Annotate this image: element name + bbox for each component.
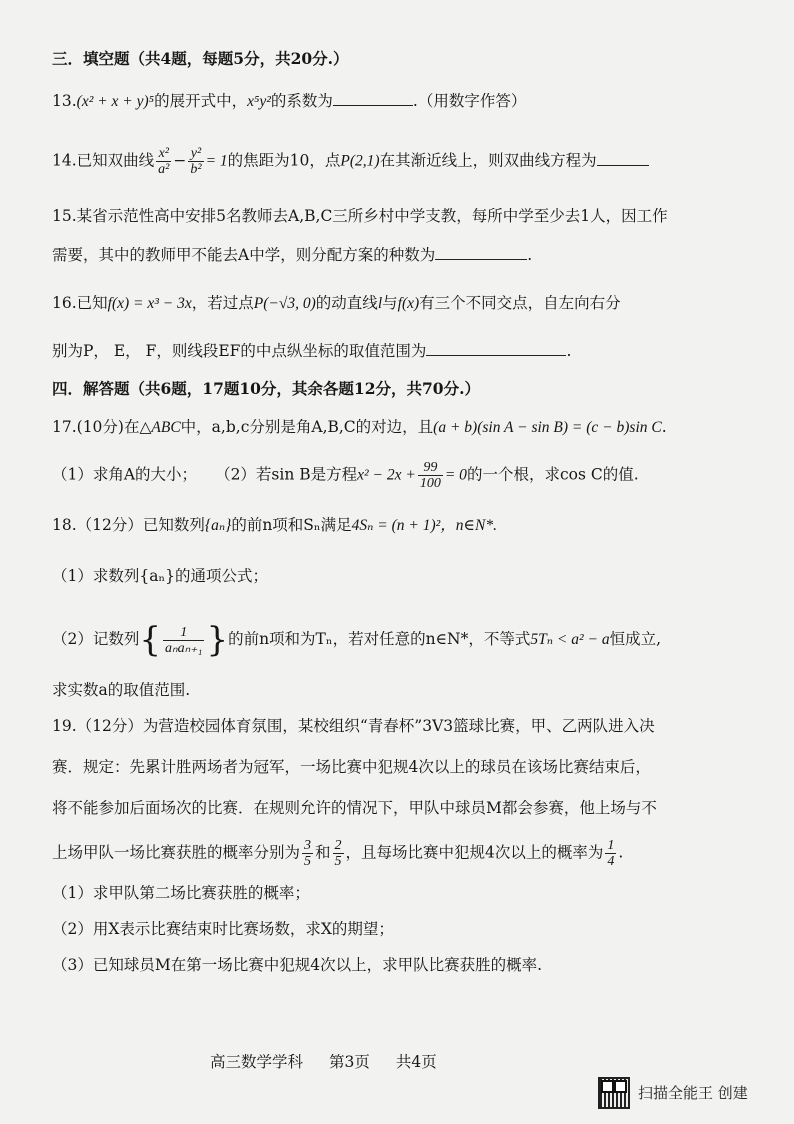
q19-frac-1 (302, 838, 313, 869)
q17-fraction (418, 460, 443, 491)
q19-frac-2 (333, 838, 344, 869)
q14-frac-y-den: b² (190, 162, 202, 177)
q14-equals: = 1 (205, 152, 228, 170)
page-footer (210, 1050, 463, 1072)
question-19-part3: （3）已知球员M在第一场比赛中犯规4次以上，求甲队比赛获胜的概率. (52, 956, 543, 974)
q16-end: . (566, 342, 572, 360)
footer-subject: 高三数学学科 (210, 1053, 304, 1071)
q19-frac-3 (605, 838, 616, 869)
q14-frac-x (156, 146, 171, 177)
q19-frac3-den: 4 (607, 854, 615, 869)
q13-text3: .（用数字作答） (412, 92, 527, 110)
q18-fraction (163, 625, 204, 656)
q13-answer-blank[interactable] (333, 91, 413, 106)
question-17-parts (52, 460, 764, 491)
q17-part2-eq2: = 0 (444, 466, 467, 484)
question-19-part2: （2）用X表示比赛结束时比赛场数，求X的期望； (52, 920, 394, 938)
question-13 (52, 90, 764, 113)
q14-frac-y-num: y² (188, 146, 203, 162)
qr-code-icon (598, 1077, 630, 1109)
q16-point: P(−√3, 0) (253, 295, 316, 312)
q17-triangle: △ABC (139, 419, 181, 436)
q19-frac2-num: 2 (334, 838, 342, 853)
question-18-part1: （1）求数列{aₙ}的通项公式； (52, 567, 269, 585)
q17-part1: （1）求角A的大小； (52, 465, 198, 484)
q13-number: 13. (52, 92, 77, 110)
q18-frac-den: aₙaₙ₊₁ (165, 640, 203, 656)
scanner-watermark: 扫描全能王 创建 (638, 1084, 748, 1102)
q19-end: . (618, 843, 624, 862)
q19-frac2-den: 5 (334, 854, 342, 869)
q18-equation: 4Sₙ = (n + 1)²，n∈N*. (351, 517, 497, 534)
q17-frac-num: 99 (418, 460, 443, 476)
q13-text1: 的展开式中， (154, 92, 248, 110)
question-15-line1: 15.某省示范性高中安排5名教师去A,B,C三所乡村中学支教，每所中学至少去1人，因工作 (52, 207, 668, 225)
q14-point: P(2,1) (340, 152, 380, 170)
question-18-line1 (52, 514, 764, 537)
q19-frac1-num: 3 (304, 838, 312, 853)
q14-number: 14. (52, 151, 77, 170)
q16-number: 16. (52, 294, 77, 312)
q16-answer-blank[interactable] (426, 341, 566, 356)
q19-text1: 上场甲队一场比赛获胜的概率分别为 (52, 843, 301, 862)
q15-end: . (527, 246, 533, 264)
q17-end: . (661, 418, 667, 436)
q14-text3: 在其渐近线上，则双曲线方程为 (379, 151, 597, 170)
q17-part2-text2: 的一个根，求cos C的值. (466, 465, 639, 484)
q17-text1: 17.(10分)在 (52, 418, 140, 436)
q16-function: f(x) = x³ − 3x (107, 295, 192, 312)
q14-text2: 的焦距为10，点 (227, 151, 341, 170)
q14-answer-blank[interactable] (597, 151, 649, 166)
q18-text1: 18.（12分）已知数列 (52, 516, 205, 534)
q18-inequality: 5Tₙ < a² − a (530, 631, 610, 648)
q18-part2-text2: 的前n项和为Tₙ，若对任意的n∈N*，不等式 (228, 630, 531, 648)
section-3-heading: 三．填空题（共4题，每题5分，共20分.） (52, 49, 349, 68)
q14-text1: 已知双曲线 (76, 151, 155, 170)
question-18-part2-cont: 求实数a的取值范围. (52, 681, 191, 699)
question-19-part1: （1）求甲队第二场比赛获胜的概率； (52, 884, 310, 902)
q13-text2: 的系数为 (270, 92, 333, 110)
q16-line2-text: 别为P， E， F，则线段EF的中点纵坐标的取值范围为 (52, 342, 427, 360)
q19-and: 和 (315, 843, 331, 862)
q15-answer-blank[interactable] (435, 245, 527, 260)
q16-text1: 已知 (76, 294, 108, 312)
question-19-line2: 赛．规定：先累计胜两场者为冠军，一场比赛中犯规4次以上的球员在该场比赛结束后， (52, 758, 651, 776)
q16-line-l: l (377, 295, 383, 312)
q17-frac-den: 100 (419, 476, 441, 491)
q14-frac-x-num: x² (156, 146, 171, 162)
question-19-line4 (52, 838, 764, 869)
question-15-line2 (52, 244, 764, 266)
q18-frac-num: 1 (163, 625, 204, 641)
q18-text2: 的前n项和Sₙ满足 (231, 516, 352, 534)
section-4-heading: 四．解答题（共6题，17题10分，其余各题12分，共70分.） (52, 379, 480, 398)
q16-text5: 有三个不同交点，自左向右分 (419, 294, 621, 312)
q14-frac-x-den: a² (158, 162, 170, 177)
q13-term: x⁵y² (247, 93, 271, 110)
footer-total-pages: 共4页 (395, 1053, 437, 1071)
question-17-line1 (52, 416, 764, 439)
question-16-line1 (52, 292, 764, 315)
q19-text2: ，且每场比赛中犯规4次以上的概率为 (345, 843, 604, 862)
q16-fx: f(x) (397, 295, 420, 312)
q17-part2-eq: x² − 2x + (357, 466, 416, 484)
question-19-line3: 将不能参加后面场次的比赛．在规则允许的情况下，甲队中球员M都会参赛，他上场与不 (52, 799, 657, 817)
q14-frac-y (188, 146, 203, 177)
q13-expression: (x² + x + y)⁵ (76, 93, 155, 110)
footer-page-number: 第3页 (329, 1053, 370, 1071)
question-16-line2 (52, 340, 764, 362)
q19-frac3-num: 1 (607, 838, 615, 853)
q18-sequence: {aₙ} (204, 517, 232, 534)
q17-part2-text1: （2）若sin B是方程 (215, 465, 358, 484)
q16-text4: 与 (382, 294, 398, 312)
q18-part2-text3: 恒成立, (609, 630, 662, 648)
q16-text3: 的动直线 (315, 294, 378, 312)
question-14: 14.已知双曲线 $\frac{\text{x²}}{\text{a²}}$ − $\frac{\text{y²}}{\text{b²}}$ = 1的焦距为10，点P(2,1)在其渐近线上，则双曲线方程为 (52, 146, 764, 177)
q18-part2-text1: （2）记数列 (52, 630, 140, 648)
q16-text2: ，若过点 (191, 294, 254, 312)
question-18-part2: （2）记数列{ $\frac{1}{\text{aₙaₙ₊₁}}$ }的前n项和为Tₙ，若对任意的n∈N*，不等式5Tₙ < a² − a恒成立, (52, 620, 662, 660)
q19-frac1-den: 5 (304, 854, 312, 869)
q15-text: 需要，其中的教师甲不能去A中学，则分配方案的种数为 (52, 246, 436, 264)
q17-equation: (a + b)(sin A − sin B) = (c − b)sin C (433, 419, 662, 436)
q17-text2: 中，a,b,c分别是角A,B,C的对边，且 (180, 418, 434, 436)
question-19-line1: 19.（12分）为营造校园体育氛围，某校组织“青春杯”3V3篮球比赛，甲、乙两队进入决 (52, 717, 655, 735)
